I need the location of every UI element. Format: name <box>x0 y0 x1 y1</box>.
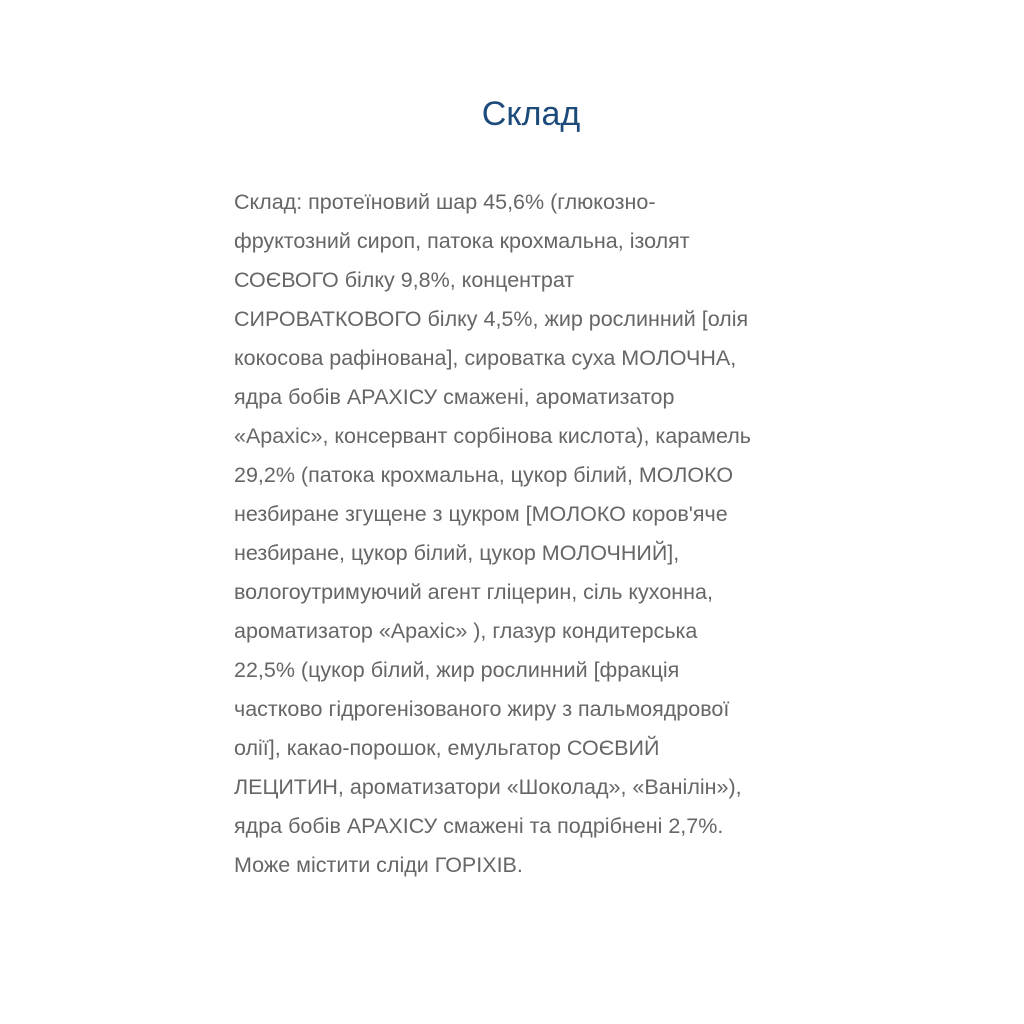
composition-line: ядра бобів АРАХІСУ смажені, ароматизатор <box>234 385 675 409</box>
composition-line: ароматизатор «Арахіс» ), глазур кондитерська <box>234 619 698 643</box>
composition-line: незбиране згущене з цукром [МОЛОКО коров'яче <box>234 502 728 526</box>
composition-line: фруктозний сироп, патока крохмальна, ізолят <box>234 229 690 253</box>
composition-text <box>234 183 834 885</box>
composition-line: ЛЕЦИТИН, ароматизатори «Шоколад», «Ванілін»), <box>234 775 742 799</box>
page-title: Склад <box>481 95 581 133</box>
composition-line: 29,2% (патока крохмальна, цукор білий, МОЛОКО <box>234 463 734 487</box>
composition-line: вологоутримуючий агент гліцерин, сіль кухонна, <box>234 580 713 604</box>
composition-line: 22,5% (цукор білий, жир рослинний [фракція <box>234 658 680 682</box>
composition-line: кокосова рафінована], сироватка суха МОЛОЧНА, <box>234 346 737 370</box>
composition-line: олії], какао-порошок, емульгатор СОЄВИЙ <box>234 736 660 760</box>
composition-line: частково гідрогенізованого жиру з пальмоядрової <box>234 697 730 721</box>
composition-line: Склад: протеїновий шар 45,6% (глюкозно- <box>234 190 656 214</box>
composition-line: Може містити сліди ГОРІХІВ. <box>234 853 523 877</box>
composition-line: СИРОВАТКОВОГО білку 4,5%, жир рослинний [олія <box>234 307 749 331</box>
composition-line: СОЄВОГО білку 9,8%, концентрат <box>234 268 575 292</box>
composition-line: ядра бобів АРАХІСУ смажені та подрібнені 2,7%. <box>234 814 724 838</box>
composition-line: «Арахіс», консервант сорбінова кислота), карамель <box>234 424 751 448</box>
composition-line: незбиране, цукор білий, цукор МОЛОЧНИЙ], <box>234 541 680 565</box>
